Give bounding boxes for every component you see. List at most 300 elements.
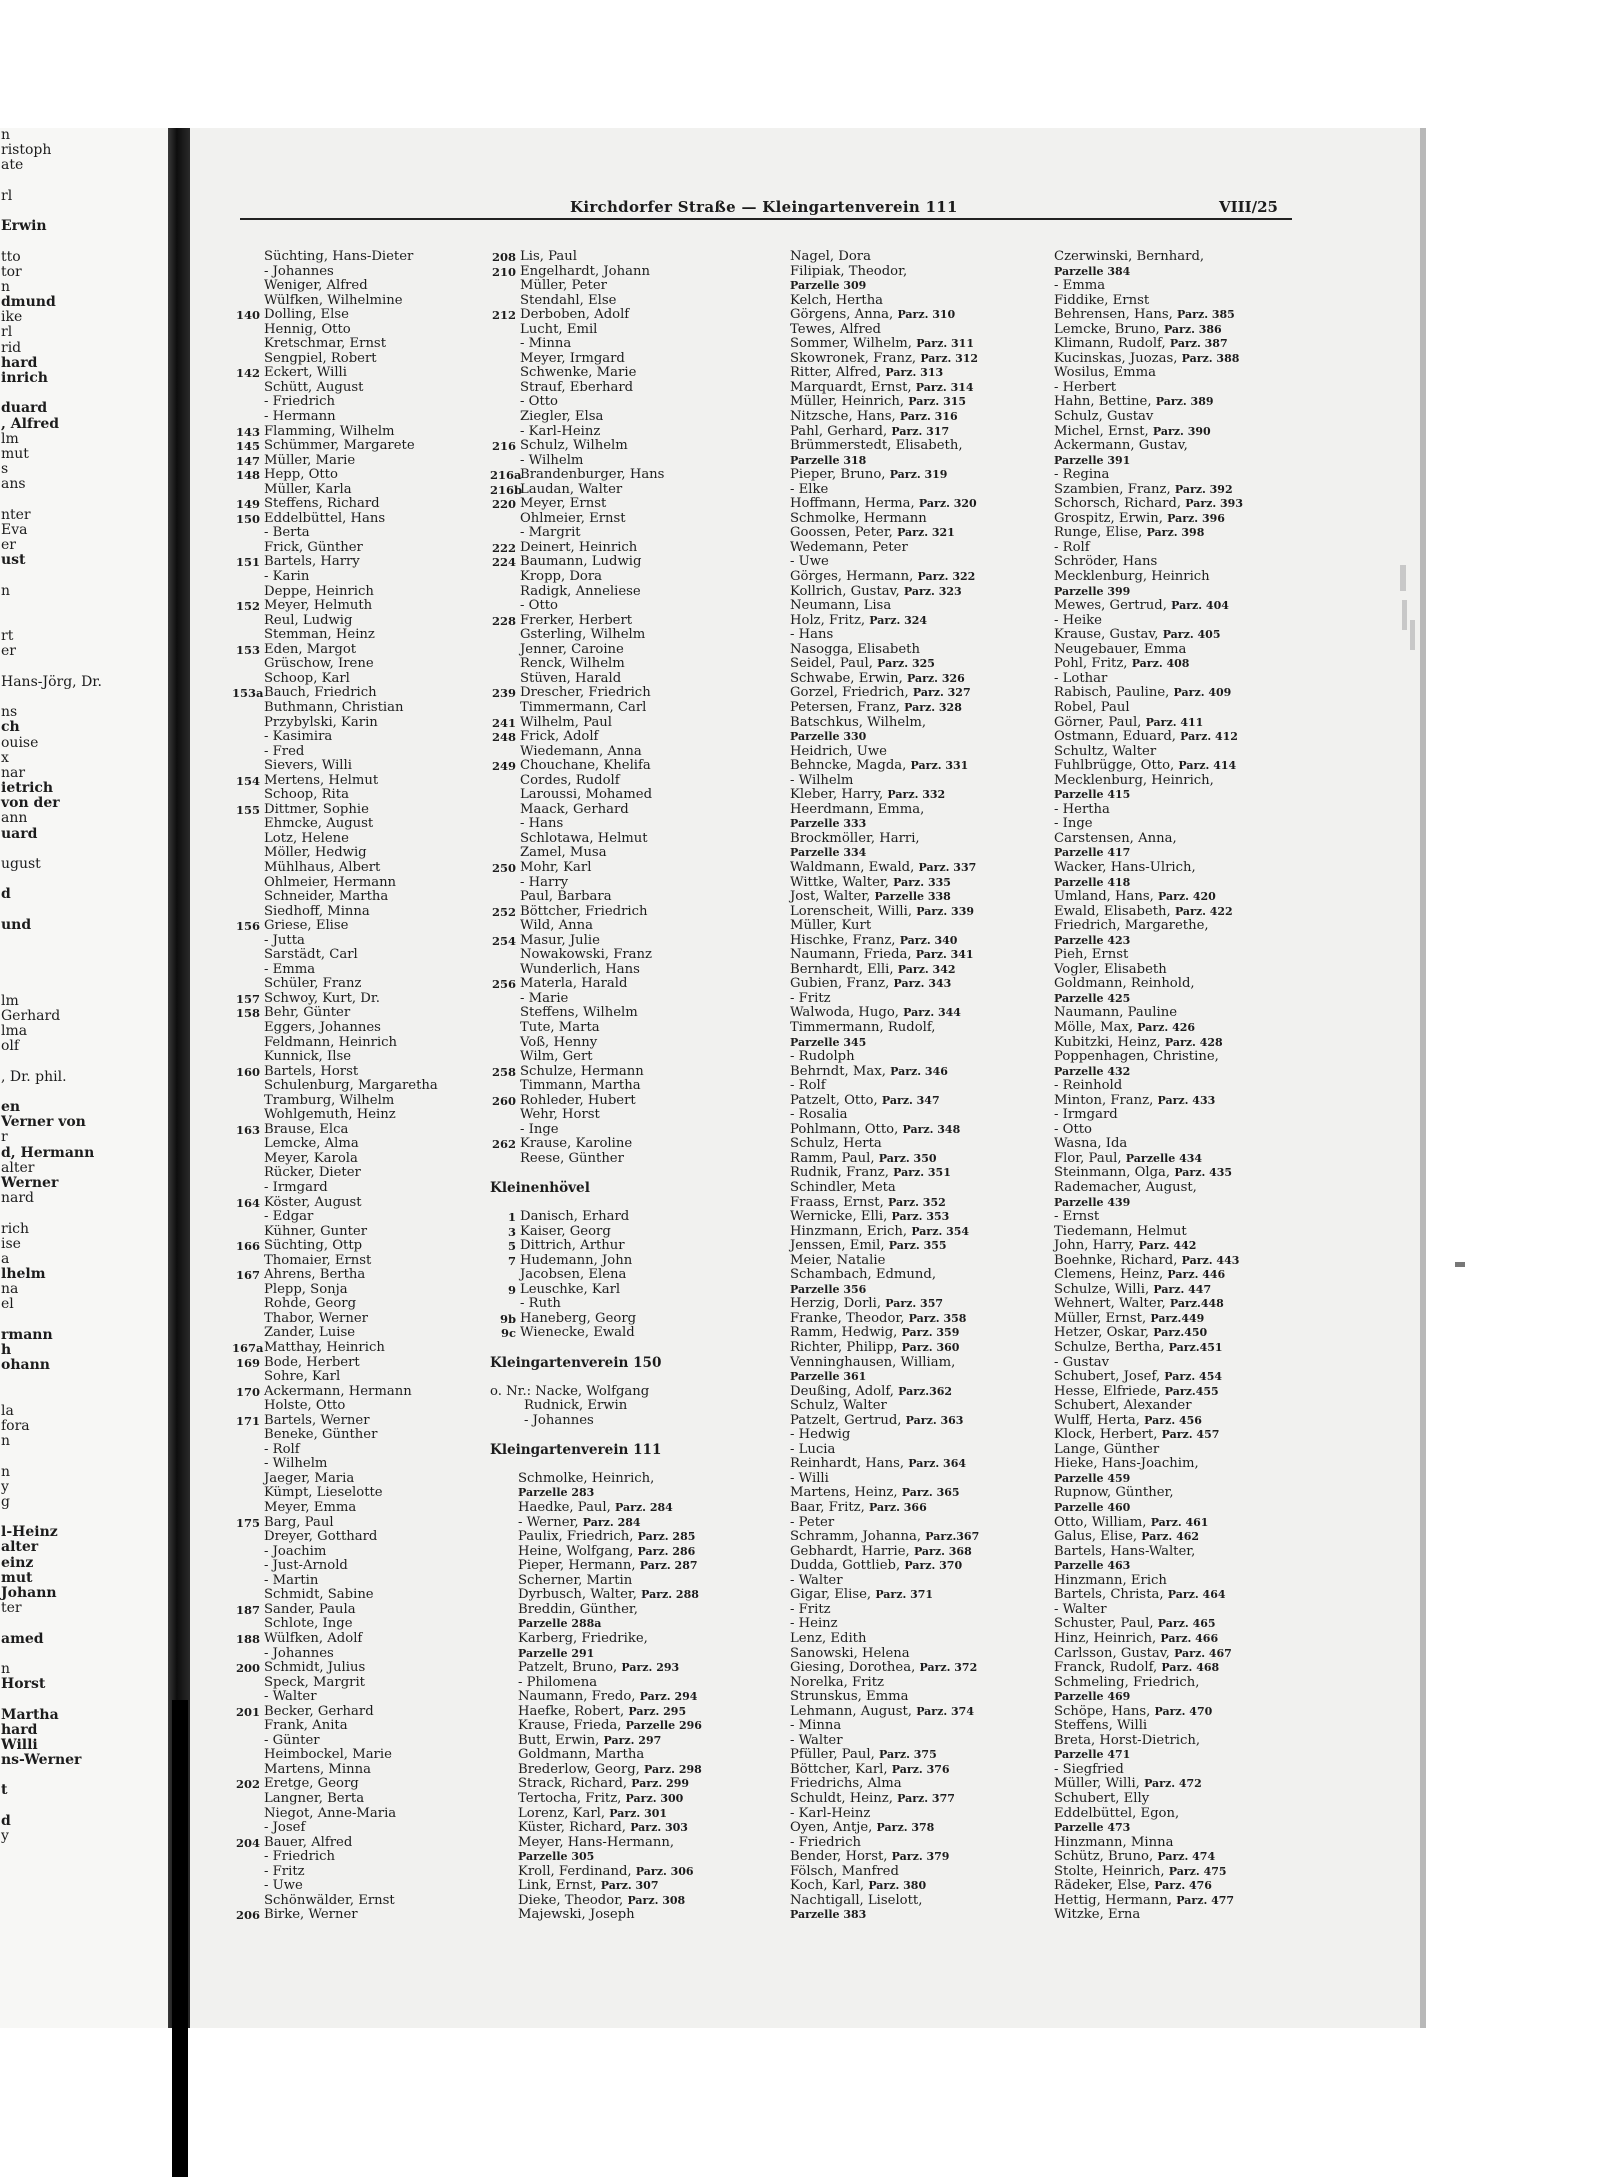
- resident-name: [1054, 1821, 1130, 1836]
- resident-name: Beneke, Günther: [264, 1427, 378, 1443]
- resident-name: Kaiser, Georg: [520, 1223, 611, 1239]
- resident-name: Laroussi, Mohamed: [520, 787, 653, 803]
- parcel-number: Parz. 405: [1162, 628, 1221, 642]
- resident-name: Waldmann, Ewald, Parz. 337: [790, 859, 977, 875]
- directory-entry: [232, 1821, 492, 1836]
- prev-page-line: , Dr. phil.: [1, 1068, 67, 1085]
- prev-page-line: , Alfred: [1, 415, 60, 432]
- resident-name: Pahl, Gerhard, Parz. 317: [790, 423, 950, 439]
- directory-entry: [1054, 337, 1324, 352]
- resident-name: Scherner, Martin: [518, 1572, 633, 1588]
- directory-entry: [790, 410, 1060, 425]
- resident-name: Runge, Elise, Parz. 398: [1054, 525, 1205, 541]
- directory-entry: [790, 1210, 1060, 1225]
- parcel-number: Parz. 341: [915, 948, 974, 962]
- resident-name: Petersen, Franz, Parz. 328: [790, 699, 962, 715]
- resident-name: Schöpe, Hans, Parz. 470: [1054, 1703, 1213, 1719]
- directory-entry: [1054, 1617, 1324, 1632]
- directory-entry: [232, 1807, 492, 1822]
- directory-entry: [790, 1297, 1060, 1312]
- resident-name: Wittke, Walter, Parz. 335: [790, 874, 951, 890]
- directory-entry: [1054, 1225, 1324, 1240]
- prev-page-line: n: [1, 278, 11, 295]
- resident-name: Laudan, Walter: [520, 481, 623, 497]
- directory-entry: [490, 1297, 760, 1312]
- resident-name: Ritter, Alfred, Parz. 313: [790, 365, 944, 381]
- directory-entry: [1054, 1632, 1324, 1647]
- directory-entry: [1054, 1719, 1324, 1734]
- directory-entry: [790, 1850, 1060, 1865]
- directory-entry: [790, 876, 1060, 891]
- house-number: 142: [235, 366, 260, 381]
- prev-page-line: la: [1, 1402, 14, 1419]
- directory-entry: [490, 1821, 760, 1836]
- resident-name: Eggers, Johannes: [264, 1019, 381, 1035]
- directory-entry: [790, 1123, 1060, 1138]
- directory-entry: [790, 381, 1060, 396]
- resident-name: Marquardt, Ernst, Parz. 314: [790, 379, 974, 395]
- resident-name: Goldmann, Martha: [518, 1747, 645, 1763]
- resident-name: Schlote, Inge: [264, 1616, 353, 1632]
- resident-name: Fölsch, Manfred: [790, 1863, 899, 1879]
- directory-entry: [1054, 1385, 1324, 1400]
- resident-name: Tiedemann, Helmut: [1054, 1223, 1187, 1239]
- directory-entry: [790, 1050, 1060, 1065]
- page-edge: [1420, 128, 1426, 2028]
- directory-entry: [232, 1647, 492, 1662]
- resident-name: Buthmann, Christian: [264, 699, 404, 715]
- house-number: 149: [235, 497, 260, 512]
- directory-entry: [790, 1647, 1060, 1662]
- prev-page-line: [0, 1768, 168, 1783]
- directory-entry: [790, 1545, 1060, 1560]
- directory-entry: [232, 1676, 492, 1691]
- resident-name: Deinert, Heinrich: [520, 539, 638, 555]
- directory-entry: [1054, 759, 1324, 774]
- parcel-number: Parz. 308: [627, 1893, 686, 1907]
- resident-name: - Peter: [790, 1514, 835, 1530]
- directory-entry: [232, 1399, 492, 1414]
- parcel-number: Parz. 346: [890, 1064, 948, 1078]
- resident-name: Jost, Walter, Parzelle 338: [790, 889, 951, 905]
- prev-page-line: [0, 933, 168, 948]
- prev-page-line: ch: [1, 719, 20, 736]
- section-heading: [490, 1356, 760, 1371]
- directory-entry: [1054, 1152, 1324, 1167]
- directory-entry: [232, 570, 492, 585]
- resident-name: Schüler, Franz: [264, 976, 362, 992]
- resident-name: [1054, 846, 1130, 861]
- directory-entry: [232, 803, 492, 818]
- directory-entry: [490, 1690, 760, 1705]
- directory-entry: [232, 1196, 492, 1211]
- resident-name: Barg, Paul: [264, 1514, 334, 1530]
- directory-entry: [790, 861, 1060, 876]
- directory-entry: [790, 1312, 1060, 1327]
- directory-entry: [490, 876, 760, 891]
- resident-name: Ohlmeier, Hermann: [264, 874, 397, 890]
- resident-name: Eddelbüttel, Egon,: [1054, 1805, 1180, 1821]
- directory-entry: [232, 614, 492, 629]
- prev-page-line: ust: [1, 552, 26, 569]
- prev-page-line: mut: [1, 1569, 33, 1586]
- directory-entry: [1054, 846, 1324, 861]
- directory-entry: [790, 366, 1060, 381]
- prev-page-line: [0, 386, 168, 401]
- resident-name: - Fritz: [790, 990, 831, 1006]
- directory-entry: [490, 1719, 760, 1734]
- resident-name: Reinhardt, Hans, Parz. 364: [790, 1456, 967, 1472]
- directory-entry: [1054, 1821, 1324, 1836]
- directory-entry: [790, 541, 1060, 556]
- directory-entry: [790, 905, 1060, 920]
- parcel-number: Parz. 466: [1160, 1631, 1219, 1645]
- directory-entry: [490, 526, 760, 541]
- resident-name: Derboben, Adolf: [520, 307, 630, 323]
- resident-name: Möller, Hedwig: [264, 845, 367, 861]
- parcel-number: Parzelle 418: [1054, 875, 1131, 889]
- resident-name: Meyer, Irmgard: [520, 350, 625, 366]
- resident-name: Neugebauer, Emma: [1054, 641, 1187, 657]
- directory-entry: [232, 1326, 492, 1341]
- resident-name: Böttcher, Karl, Parz. 376: [790, 1761, 950, 1777]
- directory-entry: [490, 919, 760, 934]
- resident-name: Grospitz, Erwin, Parz. 396: [1054, 510, 1225, 526]
- resident-name: Cordes, Rudolf: [520, 772, 620, 788]
- parcel-number: Parzelle 460: [1054, 1501, 1131, 1515]
- parcel-number: Parz. 474: [1157, 1850, 1216, 1864]
- resident-name: - Emma: [1054, 278, 1106, 294]
- prev-page-line: x: [1, 749, 9, 766]
- directory-entry: [232, 1312, 492, 1327]
- parcel-number: Parz. 462: [1141, 1530, 1200, 1544]
- spacer: [490, 1370, 760, 1385]
- resident-name: Schramm, Johanna, Parz.367: [790, 1529, 980, 1545]
- directory-entry: [232, 1850, 492, 1865]
- directory-entry: [790, 1152, 1060, 1167]
- prev-page-line: Gerhard: [1, 1007, 61, 1024]
- resident-name: Radigk, Anneliese: [520, 583, 641, 599]
- parcel-number: Parz. 352: [887, 1195, 946, 1209]
- resident-name: Schwabe, Erwin, Parz. 326: [790, 670, 965, 686]
- directory-entry: [490, 366, 760, 381]
- resident-name: Wacker, Hans-Ulrich,: [1054, 859, 1196, 875]
- prev-page-line: [0, 872, 168, 887]
- resident-name: - Walter: [264, 1689, 317, 1705]
- directory-entry: [490, 323, 760, 338]
- prev-page-line: ann: [1, 810, 28, 827]
- resident-name: Danisch, Erhard: [520, 1209, 630, 1225]
- house-number: 201: [235, 1704, 260, 1719]
- resident-name: - Ruth: [520, 1296, 561, 1312]
- directory-entry: [1054, 1065, 1324, 1080]
- house-number: 150: [235, 511, 260, 526]
- resident-name: Eden, Margot: [264, 641, 357, 657]
- parcel-number: Parz. 393: [1185, 497, 1243, 511]
- prev-page-line: amed: [1, 1630, 44, 1647]
- parcel-number: Parz. 464: [1167, 1588, 1226, 1602]
- resident-name: Schmolke, Hermann: [790, 510, 927, 526]
- directory-entry: [490, 1254, 760, 1269]
- directory-entry: [232, 774, 492, 789]
- directory-entry: [790, 1676, 1060, 1691]
- resident-name: [1054, 1196, 1130, 1211]
- directory-entry: [1054, 1036, 1324, 1051]
- resident-name: Karberg, Friedrike,: [518, 1630, 648, 1646]
- directory-entry: [1054, 672, 1324, 687]
- directory-entry: [232, 1501, 492, 1516]
- directory-entry: [490, 963, 760, 978]
- directory-entry: [790, 1428, 1060, 1443]
- directory-entry: [1054, 788, 1324, 803]
- house-number: 147: [235, 453, 260, 468]
- resident-name: Süchting, Ottp: [264, 1238, 363, 1254]
- directory-entry: [1054, 294, 1324, 309]
- resident-name: Haefke, Robert, Parz. 295: [518, 1703, 687, 1719]
- directory-entry: [490, 905, 760, 920]
- house-number: 155: [235, 802, 260, 817]
- parcel-number: Parz. 342: [897, 962, 956, 976]
- resident-name: Brause, Elca: [264, 1121, 349, 1137]
- directory-entry: [1054, 803, 1324, 818]
- directory-entry: [790, 832, 1060, 847]
- prev-page-line: ohann: [1, 1357, 50, 1374]
- scan-artifact: [1455, 1262, 1465, 1267]
- directory-entry: [490, 294, 760, 309]
- directory-entry: [232, 1021, 492, 1036]
- directory-entry: [790, 1283, 1060, 1298]
- directory-entry: [232, 1050, 492, 1065]
- resident-name: Stendahl, Else: [520, 292, 617, 308]
- resident-name: Haedke, Paul, Parz. 284: [518, 1500, 673, 1516]
- prev-page-line: fora: [1, 1417, 30, 1434]
- directory-entry: [490, 803, 760, 818]
- resident-name: Schubert, Alexander: [1054, 1398, 1192, 1414]
- parcel-number: Parz. 335: [893, 875, 951, 889]
- resident-name: Hepp, Otto: [264, 467, 338, 483]
- prev-page-line: ter: [1, 1600, 22, 1617]
- directory-entry: [790, 395, 1060, 410]
- section-heading-text: Kleingartenverein 111: [490, 1441, 662, 1458]
- house-number: 260: [491, 1093, 516, 1108]
- resident-name: Friedrichs, Alma: [790, 1776, 902, 1792]
- resident-name: [1054, 1501, 1130, 1516]
- prev-page-line: einz: [1, 1554, 34, 1571]
- directory-entry: [1054, 1763, 1324, 1778]
- resident-name: - Hans: [520, 816, 564, 832]
- resident-name: - Hans: [790, 627, 834, 643]
- resident-name: Strunskus, Emma: [790, 1689, 909, 1705]
- directory-entry: [790, 1617, 1060, 1632]
- resident-name: Deußing, Adolf, Parz.362: [790, 1383, 953, 1399]
- resident-name: Hinzmann, Erich: [1054, 1572, 1167, 1588]
- resident-name: - Friedrich: [264, 394, 335, 410]
- directory-entry: [1054, 599, 1324, 614]
- prev-page-line: ns: [1, 704, 18, 721]
- directory-entry: [232, 701, 492, 716]
- directory-entry: [232, 1559, 492, 1574]
- resident-name: Stemman, Heinz: [264, 627, 375, 643]
- parcel-number: Parz. 376: [891, 1762, 950, 1776]
- parcel-number: Parz. 366: [868, 1501, 927, 1515]
- directory-entry: [790, 846, 1060, 861]
- resident-name: Wehr, Horst: [520, 1107, 600, 1123]
- resident-name: Bartels, Hans-Walter,: [1054, 1543, 1196, 1559]
- scan-artifact: [1400, 565, 1406, 591]
- resident-name: Stüven, Harald: [520, 670, 622, 686]
- parcel-number: Parz. 310: [897, 308, 956, 322]
- resident-name: [790, 817, 866, 832]
- prev-page-line: rt: [1, 628, 14, 645]
- resident-name: Wunderlich, Hans: [520, 961, 640, 977]
- directory-entry: [490, 1908, 760, 1923]
- directory-entry: [490, 1777, 760, 1792]
- prev-page-line: d, Hermann: [1, 1144, 95, 1161]
- prev-page-line: [0, 1389, 168, 1404]
- resident-name: [518, 1486, 594, 1501]
- parcel-number: Parz. 347: [881, 1093, 940, 1107]
- resident-name: Rücker, Dieter: [264, 1165, 361, 1181]
- resident-name: Schönwälder, Ernst: [264, 1892, 395, 1908]
- resident-name: Baumann, Ludwig: [520, 554, 642, 570]
- directory-entry: [490, 672, 760, 687]
- resident-name: [1054, 934, 1130, 949]
- prev-page-line: er: [1, 537, 16, 554]
- parcel-number: Parz. 351: [893, 1166, 951, 1180]
- directory-entry: [1054, 963, 1324, 978]
- resident-name: Gebhardt, Harrie, Parz. 368: [790, 1543, 972, 1559]
- directory-entry: [490, 1879, 760, 1894]
- directory-entry: [232, 1356, 492, 1371]
- resident-name: Ackermann, Hermann: [264, 1383, 412, 1399]
- resident-name: Eretge, Georg: [264, 1776, 359, 1792]
- directory-entry: [790, 1792, 1060, 1807]
- directory-entry: [232, 1836, 492, 1851]
- resident-name: Lotz, Helene: [264, 830, 349, 846]
- directory-entry: [1054, 1123, 1324, 1138]
- resident-name: Koch, Karl, Parz. 380: [790, 1878, 927, 1894]
- directory-entry: [232, 410, 492, 425]
- directory-entry: [790, 1486, 1060, 1501]
- resident-name: Holste, Otto: [264, 1398, 346, 1414]
- resident-name: Hoffmann, Herma, Parz. 320: [790, 496, 977, 512]
- resident-name: Fuhlbrügge, Otto, Parz. 414: [1054, 758, 1237, 774]
- house-number: 187: [235, 1602, 260, 1617]
- resident-name: Wasna, Ida: [1054, 1136, 1128, 1152]
- scan-artifact: [1402, 600, 1407, 630]
- parcel-number: Parz.455: [1164, 1384, 1219, 1398]
- resident-name: Bauer, Alfred: [264, 1834, 353, 1850]
- parcel-number: Parz. 433: [1157, 1093, 1216, 1107]
- resident-name: Wohlgemuth, Heinz: [264, 1107, 396, 1123]
- parcel-number: Parz. 293: [621, 1661, 680, 1675]
- resident-name: Meyer, Karola: [264, 1150, 358, 1166]
- resident-name: Frerker, Herbert: [520, 612, 633, 628]
- resident-name: Müller, Heinrich, Parz. 315: [790, 394, 967, 410]
- resident-name: [1054, 1065, 1130, 1080]
- section-heading-text: Kleinenhövel: [490, 1180, 590, 1196]
- directory-entry: [1054, 468, 1324, 483]
- resident-name: Wedemann, Peter: [790, 539, 908, 555]
- prev-page-line: Willi: [1, 1736, 38, 1753]
- resident-name: - Regina: [1054, 467, 1110, 483]
- resident-name: Rohleder, Hubert: [520, 1092, 636, 1108]
- directory-entry: [1054, 1777, 1324, 1792]
- resident-name: Umland, Hans, Parz. 420: [1054, 889, 1216, 905]
- prev-page-line: alter: [1, 1159, 35, 1176]
- prev-page-line: [0, 174, 168, 189]
- directory-entry: [1054, 614, 1324, 629]
- directory-entry: [232, 1545, 492, 1560]
- resident-name: Matthay, Heinrich: [264, 1340, 385, 1356]
- resident-name: [518, 1647, 594, 1662]
- section-heading: [490, 1181, 760, 1196]
- directory-entry: [1054, 1879, 1324, 1894]
- resident-name: Meier, Natalie: [790, 1252, 886, 1268]
- directory-entry: [790, 672, 1060, 687]
- directory-entry: [232, 657, 492, 672]
- resident-name: Hudemann, John: [520, 1252, 633, 1268]
- resident-name: [790, 730, 866, 745]
- resident-name: - Otto: [520, 598, 558, 614]
- prev-page-line: h: [1, 1342, 12, 1358]
- prev-page-line: n: [1, 128, 11, 143]
- directory-entry: [1054, 381, 1324, 396]
- house-number: 7: [507, 1253, 516, 1268]
- resident-name: Goldmann, Reinhold,: [1054, 976, 1195, 992]
- directory-entry: [232, 977, 492, 992]
- resident-name: Sievers, Willi: [264, 758, 352, 774]
- parcel-number: Parzelle 384: [1054, 264, 1131, 278]
- directory-entry: [490, 1807, 760, 1822]
- directory-entry: [790, 1006, 1060, 1021]
- parcel-number: Parz. 435: [1174, 1166, 1233, 1180]
- directory-entry: [790, 1472, 1060, 1487]
- directory-entry: [232, 628, 492, 643]
- parcel-number: Parz. 327: [912, 686, 971, 700]
- directory-entry: [490, 759, 760, 774]
- house-number: 171: [235, 1413, 260, 1428]
- directory-entry: [232, 1225, 492, 1240]
- resident-name: - Gustav: [1054, 1354, 1110, 1370]
- directory-entry: [232, 366, 492, 381]
- resident-name: Holz, Fritz, Parz. 324: [790, 612, 928, 628]
- directory-entry: [232, 1443, 492, 1458]
- directory-entry: [490, 1137, 760, 1152]
- directory-entry: [490, 497, 760, 512]
- prev-page-line: rid: [1, 339, 22, 356]
- house-number: 206: [235, 1908, 260, 1923]
- directory-entry: [232, 861, 492, 876]
- directory-entry: [232, 512, 492, 527]
- resident-name: Fiddike, Ernst: [1054, 292, 1150, 308]
- directory-entry: [490, 1676, 760, 1691]
- directory-entry: [232, 1763, 492, 1778]
- parcel-number: Parz. 457: [1161, 1428, 1220, 1442]
- parcel-number: Parz. 301: [609, 1806, 668, 1820]
- resident-name: Timmermann, Rudolf,: [790, 1019, 936, 1035]
- resident-name: Lis, Paul: [520, 249, 577, 264]
- resident-name: Behrndt, Max, Parz. 346: [790, 1063, 948, 1079]
- directory-entry: [1054, 1312, 1324, 1327]
- directory-entry: [232, 1094, 492, 1109]
- parcel-number: Parzelle 471: [1054, 1748, 1131, 1762]
- resident-name: Lucht, Emil: [520, 321, 598, 337]
- directory-entry: [490, 1574, 760, 1589]
- parcel-number: Parz. 331: [910, 759, 969, 773]
- directory-entry: [232, 1181, 492, 1196]
- resident-name: Feldmann, Heinrich: [264, 1034, 398, 1050]
